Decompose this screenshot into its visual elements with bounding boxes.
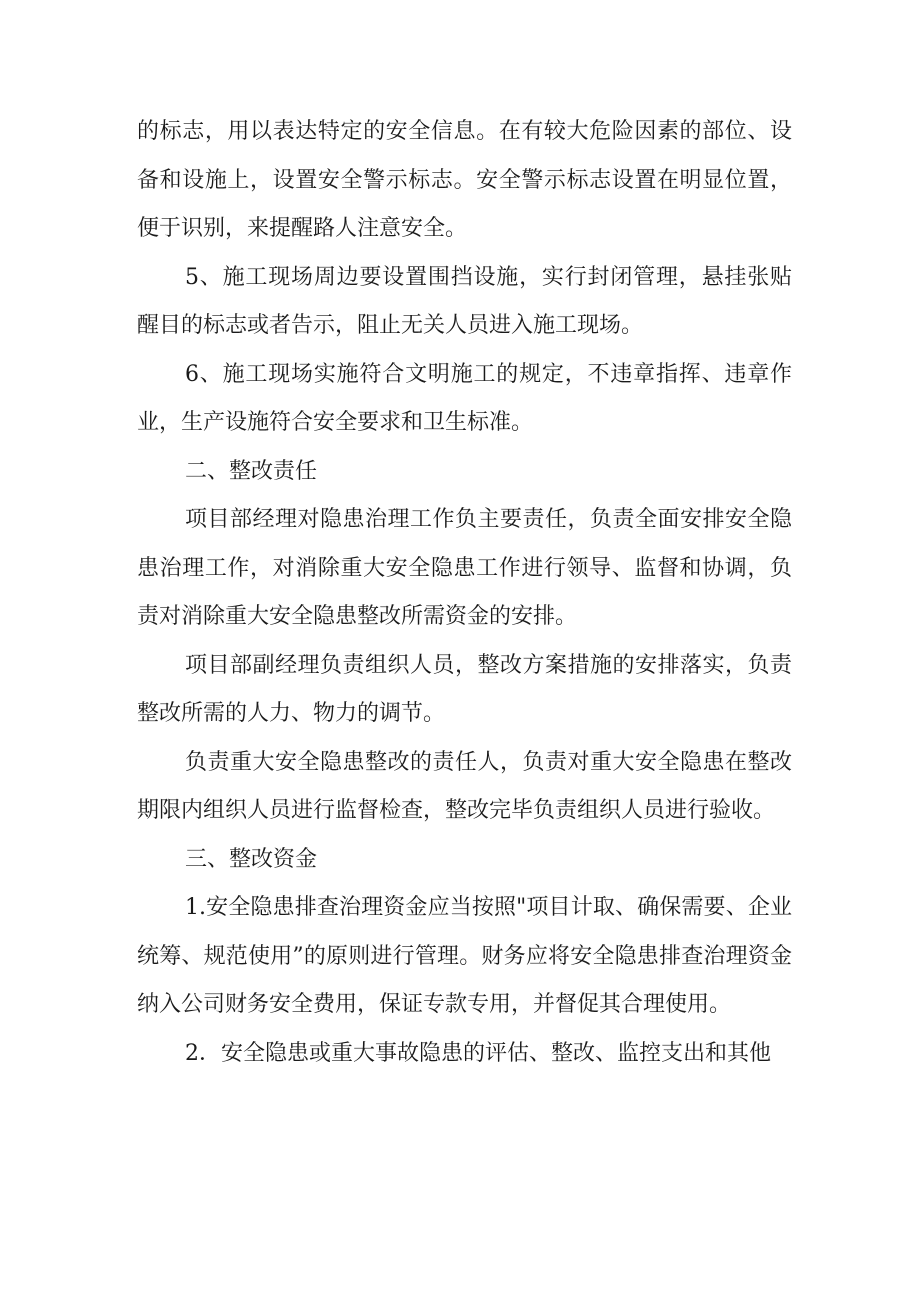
document-body bbox=[137, 108, 792, 1078]
paragraph-deputy-manager: 项目部副经理负责组织人员，整改方案措施的安排落实，负责整改所需的人力、物力的调节。 bbox=[137, 652, 792, 726]
paragraph-safety-signs: 的标志，用以表达特定的安全信息。在有较大危险因素的部位、设备和设施上，设置安全警示标志。安全警示标志设置在明显位置，便于识别，来提醒路人注意安全。 bbox=[137, 119, 792, 241]
paragraph-responsible-person: 负责重大安全隐患整改的责任人，负责对重大安全隐患在整改期限内组织人员进行监督检查，整改完毕负责组织人员进行验收。 bbox=[137, 749, 792, 823]
paragraph-funding-item-1: 1.安全隐患排查治理资金应当按照"项目计取、确保需要、企业统筹、规范使用”的原则进行管理。财务应将安全隐患排查治理资金纳入公司财务安全费用，保证专款专用，并督促其合理使用。 bbox=[137, 895, 792, 1017]
section-heading-responsibility: 二、整改责任 bbox=[185, 458, 318, 484]
paragraph-item-6: 6、施工现场实施符合文明施工的规定，不违章指挥、违章作业，生产设施符合安全要求和卫生标准。 bbox=[137, 361, 792, 435]
paragraph-item-5: 5、施工现场周边要设置围挡设施，实行封闭管理，悬挂张贴醒目的标志或者告示，阻止无关人员进入施工现场。 bbox=[137, 264, 792, 338]
paragraph-funding-item-2: 2．安全隐患或重大事故隐患的评估、整改、监控支出和其他 bbox=[185, 1040, 771, 1066]
paragraph-manager-responsibility: 项目部经理对隐患治理工作负主要责任，负责全面安排安全隐患治理工作，对消除重大安全隐患工作进行领导、监督和协调，负责对消除重大安全隐患整改所需资金的安排。 bbox=[137, 507, 792, 629]
section-heading-funding: 三、整改资金 bbox=[185, 846, 318, 872]
